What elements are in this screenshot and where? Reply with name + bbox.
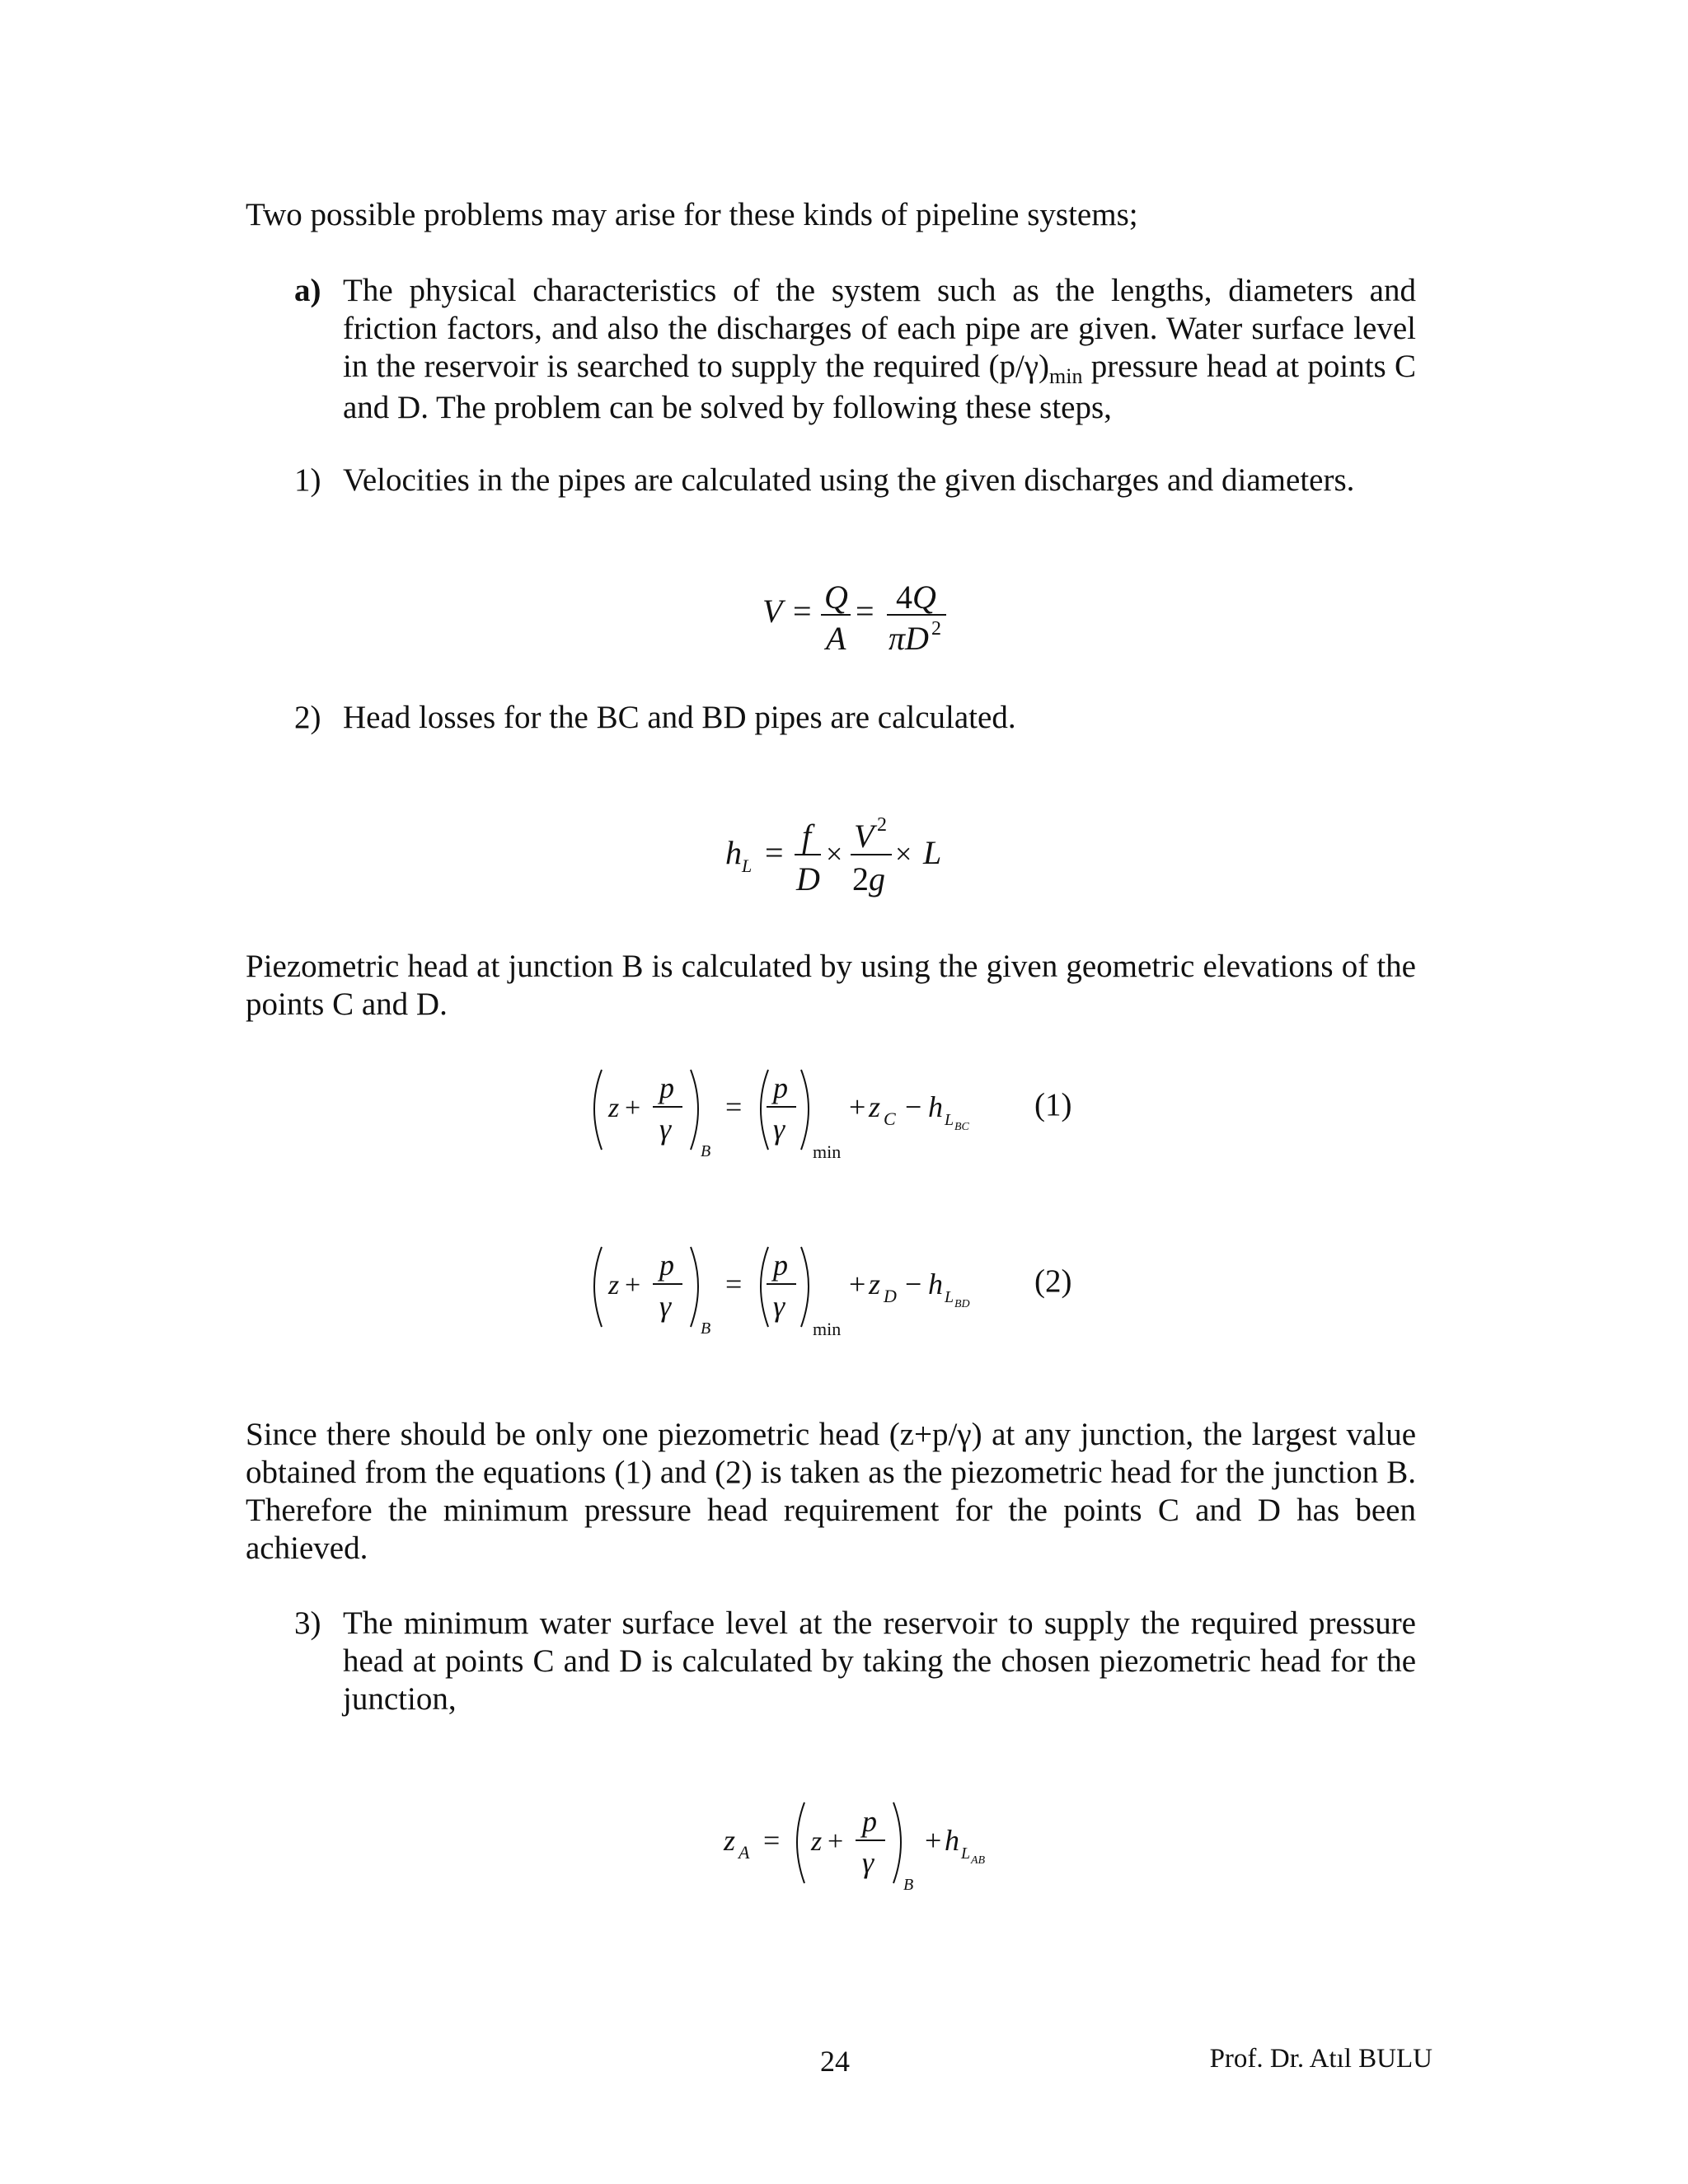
step2-marker: 2): [294, 700, 321, 735]
junction-paragraph: Piezometric head at junction B is calculated by using the given geometric elevations of the points C and D.: [246, 949, 1416, 1022]
svg-text:f: f: [802, 818, 812, 855]
svg-text:Q: Q: [824, 579, 848, 616]
svg-text:V: V: [762, 593, 783, 630]
svg-text:=: =: [765, 834, 784, 871]
svg-text:D: D: [796, 860, 820, 898]
svg-text:p: p: [659, 1249, 674, 1282]
svg-text:+: +: [849, 1090, 866, 1123]
case-a-marker: a): [294, 273, 321, 308]
svg-text:L: L: [742, 855, 753, 876]
since-paragraph: Since there should be only one piezometric head (z+p/γ) at any junction, the largest value obtained from the equations (1) and (2) is taken as the piezometric head for the junction B. Therefore the minimum pressure head requirement for the points C and D has been achieved.: [246, 1417, 1416, 1566]
svg-text:B: B: [701, 1142, 711, 1160]
svg-text:L: L: [945, 1111, 954, 1129]
svg-text:=: =: [763, 1824, 781, 1857]
svg-text:=: =: [793, 593, 812, 630]
svg-text:BD: BD: [954, 1298, 970, 1310]
step1-marker: 1): [294, 462, 321, 498]
case-a-subscript: min: [1049, 364, 1083, 388]
svg-text:2: 2: [931, 618, 941, 640]
svg-text:B: B: [701, 1319, 711, 1338]
svg-text:z: z: [869, 1090, 881, 1123]
svg-text:D: D: [884, 1286, 897, 1306]
svg-text:h: h: [928, 1090, 943, 1123]
svg-text:BC: BC: [954, 1121, 969, 1133]
reservoir-level-equation: [709, 1784, 1006, 1908]
step2-text: Head losses for the BC and BD pipes are calculated.: [343, 700, 1016, 735]
svg-text:V: V: [854, 818, 874, 855]
svg-text:z: z: [608, 1093, 620, 1123]
svg-text:B: B: [903, 1876, 914, 1894]
svg-text:h: h: [945, 1824, 959, 1857]
svg-text:×: ×: [895, 837, 912, 870]
svg-text:L: L: [961, 1844, 971, 1863]
svg-text:z: z: [869, 1268, 881, 1301]
svg-text:p: p: [862, 1805, 877, 1838]
svg-text:+: +: [625, 1270, 641, 1301]
svg-text:πD: πD: [889, 620, 929, 657]
equation-2: [577, 1224, 1022, 1356]
step3-marker: 3): [294, 1605, 321, 1641]
svg-text:+: +: [625, 1093, 641, 1123]
svg-text:p: p: [773, 1249, 788, 1282]
svg-text:z: z: [811, 1826, 823, 1857]
equation-1-number: (1): [1034, 1087, 1072, 1122]
svg-text:γ: γ: [773, 1113, 785, 1146]
equation-2-number: (2): [1034, 1263, 1072, 1299]
svg-text:γ: γ: [659, 1113, 672, 1146]
svg-text:p: p: [773, 1071, 788, 1104]
step1-text: Velocities in the pipes are calculated using the given discharges and diameters.: [343, 462, 1355, 498]
svg-text:γ: γ: [773, 1290, 785, 1323]
case-a-text-part2: pressure head at points C and D. The problem can be solved by following these steps,: [343, 349, 1417, 425]
svg-text:=: =: [725, 1090, 743, 1123]
svg-text:×: ×: [826, 837, 843, 870]
svg-text:2: 2: [877, 814, 887, 836]
svg-text:C: C: [884, 1108, 896, 1129]
equation-1: [577, 1047, 1022, 1179]
svg-text:L: L: [923, 834, 942, 871]
svg-text:+: +: [828, 1826, 844, 1857]
velocity-equation: [742, 569, 973, 668]
svg-text:γ: γ: [659, 1290, 672, 1323]
svg-text:z: z: [724, 1824, 736, 1857]
svg-text:2g: 2g: [852, 860, 885, 898]
svg-text:−: −: [905, 1090, 922, 1123]
page-number: 24: [820, 2045, 850, 2078]
svg-text:+: +: [925, 1824, 942, 1857]
svg-text:z: z: [608, 1270, 620, 1301]
svg-text:A: A: [826, 620, 846, 657]
svg-text:A: A: [738, 1842, 750, 1863]
svg-text:=: =: [856, 593, 874, 630]
svg-text:p: p: [659, 1071, 674, 1104]
svg-text:=: =: [725, 1268, 743, 1301]
case-a-text-part1: The physical characteristics of the system such as the lengths, diameters and friction factors, and also the discharges of each pipe are given. Water surface level in the reservoir is searched to supply the required (p/γ): [343, 273, 1416, 384]
svg-text:h: h: [725, 834, 742, 871]
svg-text:min: min: [813, 1319, 842, 1339]
case-a-paragraph: [343, 272, 1416, 427]
svg-text:4Q: 4Q: [896, 579, 936, 616]
svg-text:+: +: [849, 1268, 866, 1301]
svg-text:−: −: [905, 1268, 922, 1301]
head-loss-equation: [709, 808, 973, 907]
svg-text:γ: γ: [862, 1846, 874, 1879]
step3-text: The minimum water surface level at the reservoir to supply the required pressure head at points C and D is calculated by taking the chosen piezometric head for the junction,: [343, 1605, 1416, 1717]
intro-paragraph: Two possible problems may arise for these kinds of pipeline systems;: [246, 197, 1138, 232]
svg-text:h: h: [928, 1268, 943, 1301]
svg-text:L: L: [945, 1288, 954, 1306]
svg-text:min: min: [813, 1141, 842, 1162]
footer-author: Prof. Dr. Atıl BULU: [1209, 2044, 1432, 2074]
svg-text:AB: AB: [971, 1854, 986, 1867]
